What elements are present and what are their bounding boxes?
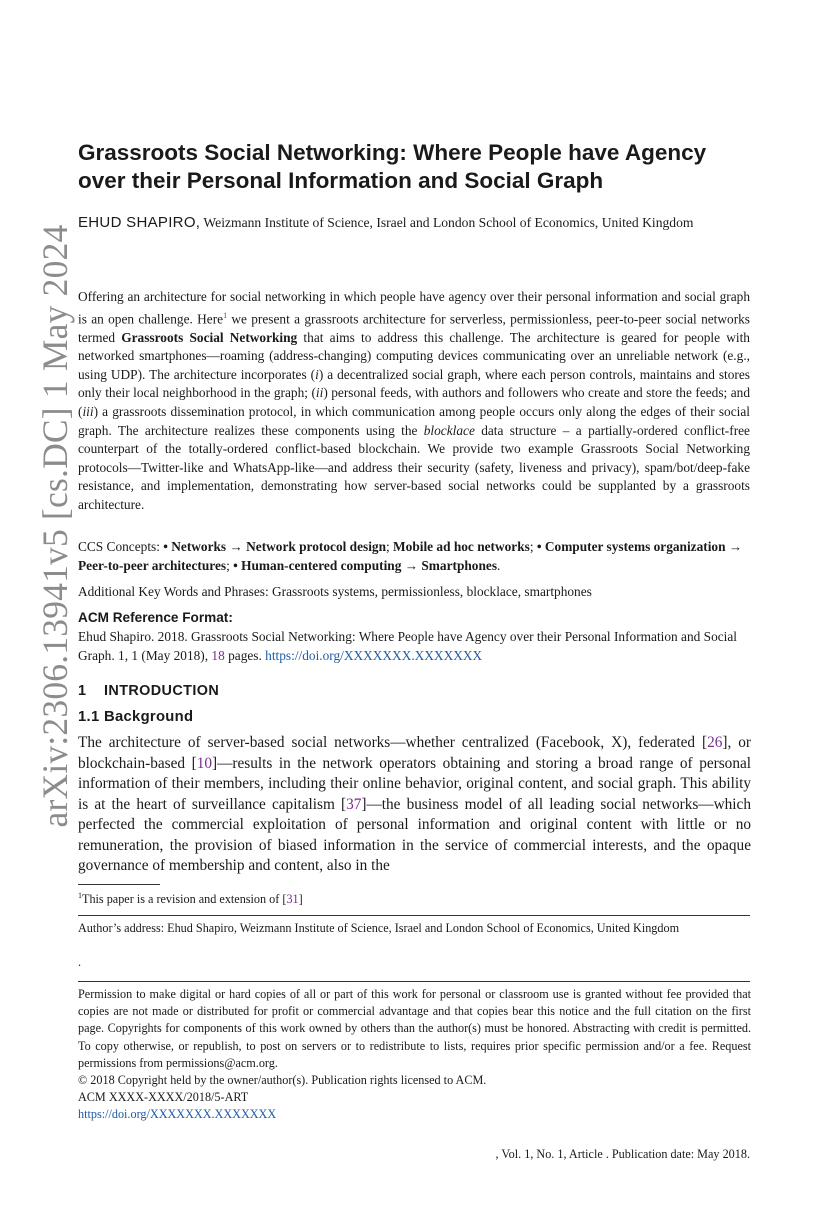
keywords: Additional Key Words and Phrases: Grassroots systems, permissionless, blocklace, smartphones <box>78 584 592 599</box>
abstract-bold-term: Grassroots Social Networking <box>121 329 298 345</box>
abstract-text: ) a decentralized social graph, where each person controls, maintains and stores only their local neighborhood in the graph; ( <box>78 366 750 401</box>
copyright-line: © 2018 Copyright held by the owner/author(s). Publication rights licensed to ACM. <box>78 1073 487 1087</box>
footnote-text: ] <box>298 892 303 907</box>
abstract-text: ) personal feeds, with authors and followers who create and store the feeds; and ( <box>78 385 750 419</box>
acm-reference-heading: ACM Reference Format: <box>78 610 233 625</box>
abstract <box>78 288 750 515</box>
citation-link[interactable]: 26 <box>707 734 723 751</box>
section-number: 1 <box>78 683 87 699</box>
acm-code-line: ACM XXXX-XXXX/2018/5-ART <box>78 1090 249 1105</box>
footnote-marker-link[interactable]: 1 <box>223 310 228 320</box>
abstract-text: Offering an architecture for social networking in which people have agency over their personal information and social graph is an open challenge. Here <box>78 289 750 327</box>
footnote-marker: 1 <box>78 891 82 900</box>
body-paragraph <box>78 733 751 877</box>
footnote-text: This paper is a revision and extension of [ <box>82 892 287 907</box>
section-heading-introduction <box>78 683 219 699</box>
body-text: ]—results in the network operators obtaining and storing a broad range of personal information of their members, including their online behavior, original content, and social graph. This ability is at the heart of surveillance capitalism [ <box>78 754 752 813</box>
arxiv-identifier: arXiv:2306.13941v5 [cs.DC] 1 May 2024 <box>35 224 75 828</box>
paper-title: Grassroots Social Networking: Where People have Agency over their Personal Information and Social Graph <box>78 140 707 193</box>
abstract-text: data structure – a partially-ordered conflict-free counterpart of the totally-ordered conflict-based blockchain. We provide two example Grassroots Social Networking protocols—Twitter-like and WhatsApp-like—and address their security (safety, liveness and privacy), spam/bot/deep-fake resistance, and implementation, demonstrating how server-based social networks could be supplanted by a grassroots architecture. <box>78 422 750 512</box>
ccs-concept: • Human-centered computing → Smartphones <box>233 557 498 573</box>
ccs-label: CCS Concepts: <box>78 539 164 554</box>
body-text: ]—the business model of all leading social networks—which perfected the commercial exploitation of personal information and original content with little or no remuneration, the provision of biased information in the service of commercial interests, and the opaque governance of membership and content, also in the <box>78 795 751 875</box>
author-affiliation: Weizmann Institute of Science, Israel and London School of Economics, United Kingdom <box>200 215 694 230</box>
abstract-italic: blocklace <box>423 422 475 438</box>
page-footer: , Vol. 1, No. 1, Article . Publication date: May 2018. <box>495 1147 750 1161</box>
ccs-separator: ; <box>529 539 537 554</box>
subsection-heading-background <box>78 709 193 725</box>
acm-reference-text <box>78 628 750 665</box>
doi-link[interactable]: https://doi.org/XXXXXXX.XXXXXXX <box>265 647 483 663</box>
body-text: The architecture of server-based social networks—whether centralized (Facebook, X), federated [ <box>78 734 708 751</box>
abstract-text: we present a grassroots architecture for serverless, permissionless, peer-to-peer social networks termed <box>78 311 750 345</box>
abstract-italic: i <box>315 366 319 382</box>
subsection-title: Background <box>104 709 194 725</box>
divider <box>78 981 750 982</box>
authors-address: Author’s address: Ehud Shapiro, Weizmann Institute of Science, Israel and London School of Economics, United Kingdom <box>78 921 680 935</box>
abstract-text: ) a grassroots dissemination protocol, in which communication among people occurs only along the edges of their social graph. The architecture realizes these components using the <box>78 404 750 438</box>
abstract-italic: ii <box>315 385 324 401</box>
copyright-block <box>78 1072 486 1124</box>
acm-reference-body: Ehud Shapiro. 2018. Grassroots Social Networking: Where People have Agency over their Personal Information and Social Graph. 1, 1 (May 2018), <box>78 629 738 663</box>
section-title: INTRODUCTION <box>104 683 220 699</box>
divider <box>78 915 750 916</box>
body-text: ], or blockchain-based [ <box>78 734 751 772</box>
doi-link[interactable]: https://doi.org/XXXXXXX.XXXXXXX <box>78 1107 277 1122</box>
footnote-rule <box>78 884 160 885</box>
page-count-link[interactable]: 18 <box>211 647 225 663</box>
subsection-number: 1.1 <box>78 709 100 725</box>
ccs-separator: ; <box>386 539 394 554</box>
permission-notice: Permission to make digital or hard copies of all or part of this work for personal or classroom use is granted without fee provided that copies are not made or distributed for profit or commercial advantage and that copies bear this notice and the full citation on the first page. Copyrights for components of this work owned by others than the author(s) must be honored. Abstracting with credit is permitted. To copy otherwise, or republish, to post on servers or to redistribute to lists, requires prior specific permission and/or a fee. Request permissions from permissions@acm.org. <box>78 987 751 1070</box>
ccs-concepts <box>78 538 750 575</box>
acm-reference-body: pages. <box>224 647 266 663</box>
citation-link[interactable]: 31 <box>286 892 299 907</box>
ccs-concept: • Networks → Network protocol design <box>163 539 386 554</box>
ccs-concept: Mobile ad hoc networks <box>393 539 530 554</box>
footnote <box>78 888 303 907</box>
ccs-separator: ; <box>226 557 234 573</box>
ccs-concept: • Computer systems organization → Peer-to-peer architectures <box>78 539 743 573</box>
citation-link[interactable]: 37 <box>346 795 362 813</box>
ccs-end: . <box>497 557 501 573</box>
abstract-italic: iii <box>82 404 94 419</box>
author-line <box>78 214 768 231</box>
period-line: . <box>78 955 82 969</box>
author-name: EHUD SHAPIRO, <box>78 214 201 231</box>
citation-link[interactable]: 10 <box>196 754 212 772</box>
abstract-text: that aims to address this challenge. The architecture is geared for people with networked smartphones—roaming (address-changing) computing devices communicating over an unreliable network (e.g., using UDP). The architecture incorporates ( <box>78 329 750 382</box>
